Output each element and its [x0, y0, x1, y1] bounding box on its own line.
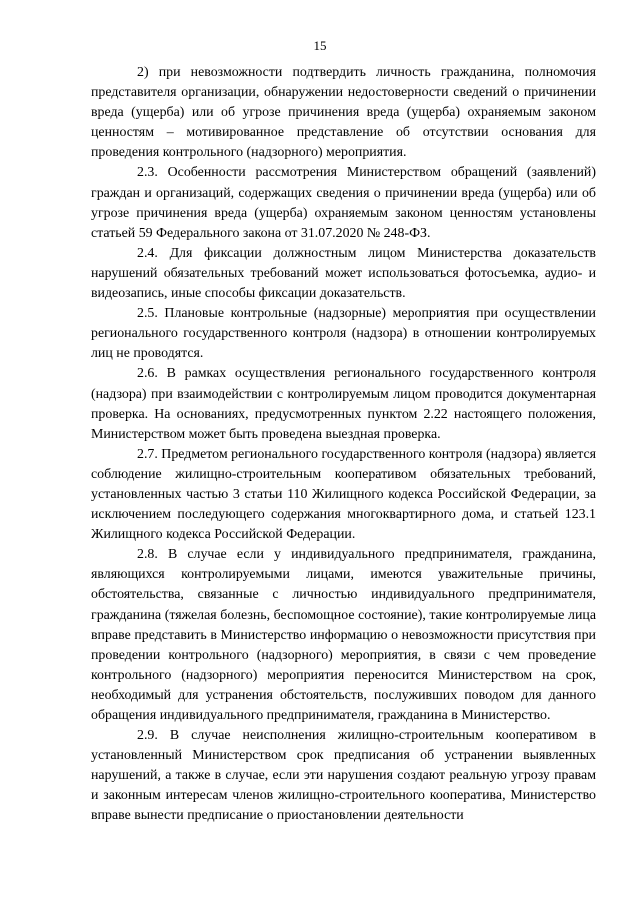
paragraph-2-3: 2.3. Особенности рассмотрения Министерством обращений (заявлений) граждан и организаций, содержащих сведения о причинении вреда (ущерба) или об угрозе причинения вреда (ущерба) охраняемым законом ценностям установлены статьей 59 Федерального закона от 31.07.2020 № 248-ФЗ. — [91, 165, 596, 241]
paragraph-2-5: 2.5. Плановые контрольные (надзорные) мероприятия при осуществлении регионального государственного контроля (надзора) в отношении контролируемых лиц не проводятся. — [91, 306, 596, 362]
paragraph-2-9: 2.9. В случае неисполнения жилищно-строительным кооперативом в установленный Министерством срок предписания об устранении выявленных нарушений, а также в случае, если эти нарушения создают реальную угрозу правам и законным интересам членов жилищно-строительного кооператива, Министерство вправе вынести предписание о приостановлении деятельности — [91, 728, 596, 824]
paragraph-2-6: 2.6. В рамках осуществления регионального государственного контроля (надзора) при взаимодействии с контролируемым лицом проводится документарная проверка. На основаниях, предусмотренных пунктом 2.22 настоящего положения, Министерством может быть проведена выездная проверка. — [91, 366, 596, 442]
page-number: 15 — [313, 38, 327, 53]
paragraph-2-4: 2.4. Для фиксации должностным лицом Министерства доказательств нарушений обязательных требований может использоваться фотосъемка, аудио- и видеозапись, иные способы фиксации доказательств. — [91, 245, 596, 302]
document-body — [91, 63, 596, 827]
paragraph-item-2: 2) при невозможности подтвердить личность гражданина, полномочия представителя организации, обнаружении недостоверности сведений о причинении вреда (ущерба) или об угрозе причинения вреда (ущерба) охраняемым законом ценностям – мотивированное представление об отсутствии основания для проведения контрольного (надзорного) мероприятия. — [91, 65, 596, 161]
paragraph-2-8: 2.8. В случае если у индивидуального предпринимателя, гражданина, являющихся контролируемыми лицами, имеются уважительные причины, обстоятельства, связанные с личностью индивидуального предпринимателя, гражданина (тяжелая болезнь, беспомощное состояние), такие контролируемые лица вправе представить в Министерство информацию о невозможности присутствия при проведении контрольного (надзорного) мероприятия, в связи с чем проведение контрольного (надзорного) мероприятия переносится Министерством на срок, необходимый для устранения обстоятельств, послуживших поводом для данного обращения индивидуального предпринимателя, гражданина в Министерство. — [91, 547, 596, 723]
paragraph-2-7: 2.7. Предметом регионального государственного контроля (надзора) является соблюдение жилищно-строительным кооперативом обязательных требований, установленных частью 3 статьи 110 Жилищного кодекса Российской Федерации, за исключением последующего содержания многоквартирного дома, и статьей 123.1 Жилищного кодекса Российской Федерации. — [91, 446, 597, 543]
